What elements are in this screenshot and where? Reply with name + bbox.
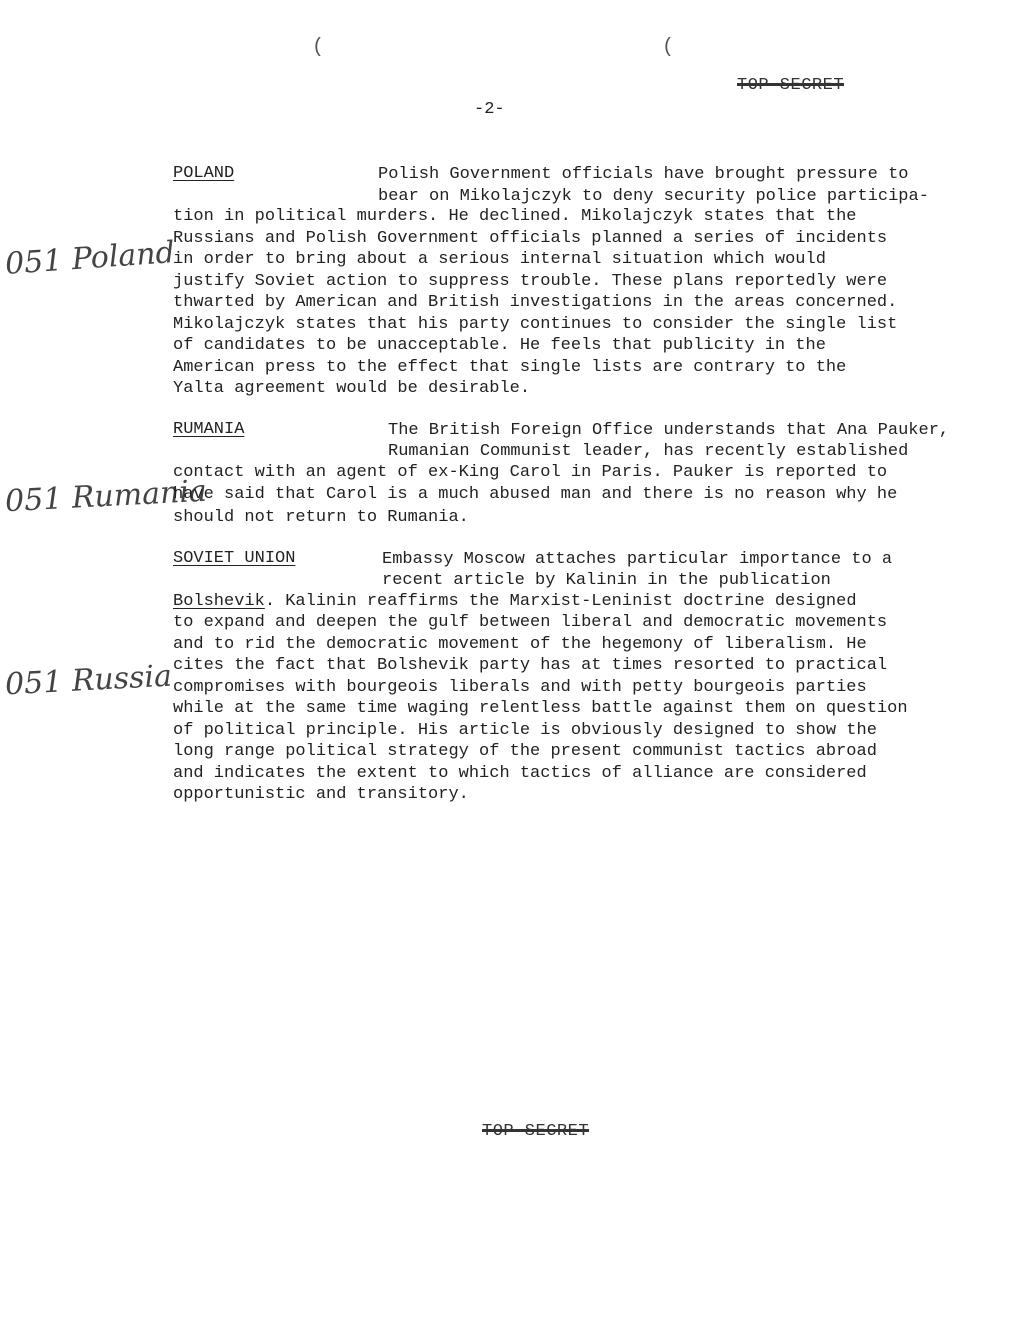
poland-line-10: American press to the effect that single lists are contrary to the xyxy=(173,358,847,377)
poland-line-1: Polish Government officials have brought pressure to xyxy=(378,165,909,184)
poland-line-7: thwarted by American and British investigations in the areas concerned. xyxy=(173,293,898,312)
rumania-line-1: The British Foreign Office understands that Ana Pauker, xyxy=(388,421,950,440)
soviet-line-8: while at the same time waging relentless battle against them on question xyxy=(173,699,908,718)
poland-line-5: in order to bring about a serious internal situation which would xyxy=(173,250,826,269)
heading-rumania: RUMANIA xyxy=(173,420,245,439)
soviet-line-3 xyxy=(173,592,857,611)
scan-mark-left: ( xyxy=(312,36,325,59)
poland-line-6: justify Soviet action to suppress trouble. These plans reportedly were xyxy=(173,272,888,291)
soviet-line-5: and to rid the democratic movement of the hegemony of liberalism. He xyxy=(173,635,867,654)
scan-mark-right: ( xyxy=(662,36,675,59)
soviet-line-11: and indicates the extent to which tactics of alliance are considered xyxy=(173,764,867,783)
poland-line-2: bear on Mikolajczyk to deny security police participa- xyxy=(378,187,929,206)
soviet-line-2: recent article by Kalinin in the publication xyxy=(382,571,831,590)
soviet-line-3-rest: . Kalinin reaffirms the Marxist-Leninist doctrine designed xyxy=(264,592,857,611)
soviet-line-1: Embassy Moscow attaches particular importance to a xyxy=(382,550,893,569)
poland-line-11: Yalta agreement would be desirable. xyxy=(173,379,531,398)
margin-note-rumania: 051 Rumania xyxy=(4,473,208,520)
rumania-line-5: should not return to Rumania. xyxy=(173,508,469,527)
margin-note-russia: 051 Russia xyxy=(4,658,173,703)
publication-name: Bolshevik xyxy=(173,592,265,611)
poland-line-3: tion in political murders. He declined. Mikolajczyk states that the xyxy=(173,207,857,226)
rumania-line-2: Rumanian Communist leader, has recently established xyxy=(388,442,909,461)
poland-line-9: of candidates to be unacceptable. He feels that publicity in the xyxy=(173,336,826,355)
soviet-line-9: of political principle. His article is obviously designed to show the xyxy=(173,721,877,740)
poland-line-8: Mikolajczyk states that his party continues to consider the single list xyxy=(173,315,898,334)
page-number: -2- xyxy=(474,100,505,119)
poland-line-4: Russians and Polish Government officials planned a series of incidents xyxy=(173,229,888,248)
soviet-line-7: compromises with bourgeois liberals and with petty bourgeois parties xyxy=(173,678,867,697)
rumania-line-4: have said that Carol is a much abused man and there is no reason why he xyxy=(173,485,898,504)
soviet-line-4: to expand and deepen the gulf between liberal and democratic movements xyxy=(173,613,888,632)
heading-soviet-union: SOVIET UNION xyxy=(173,549,296,568)
soviet-line-10: long range political strategy of the present communist tactics abroad xyxy=(173,742,877,761)
soviet-line-12: opportunistic and transitory. xyxy=(173,785,469,804)
classification-stamp-top: TOP SECRET xyxy=(737,76,845,95)
classification-stamp-bottom: TOP SECRET xyxy=(482,1122,590,1141)
margin-note-poland: 051 Poland xyxy=(3,235,176,282)
heading-poland: POLAND xyxy=(173,164,235,183)
soviet-line-6: cites the fact that Bolshevik party has at times resorted to practical xyxy=(173,656,888,675)
rumania-line-3: contact with an agent of ex-King Carol in Paris. Pauker is reported to xyxy=(173,463,888,482)
